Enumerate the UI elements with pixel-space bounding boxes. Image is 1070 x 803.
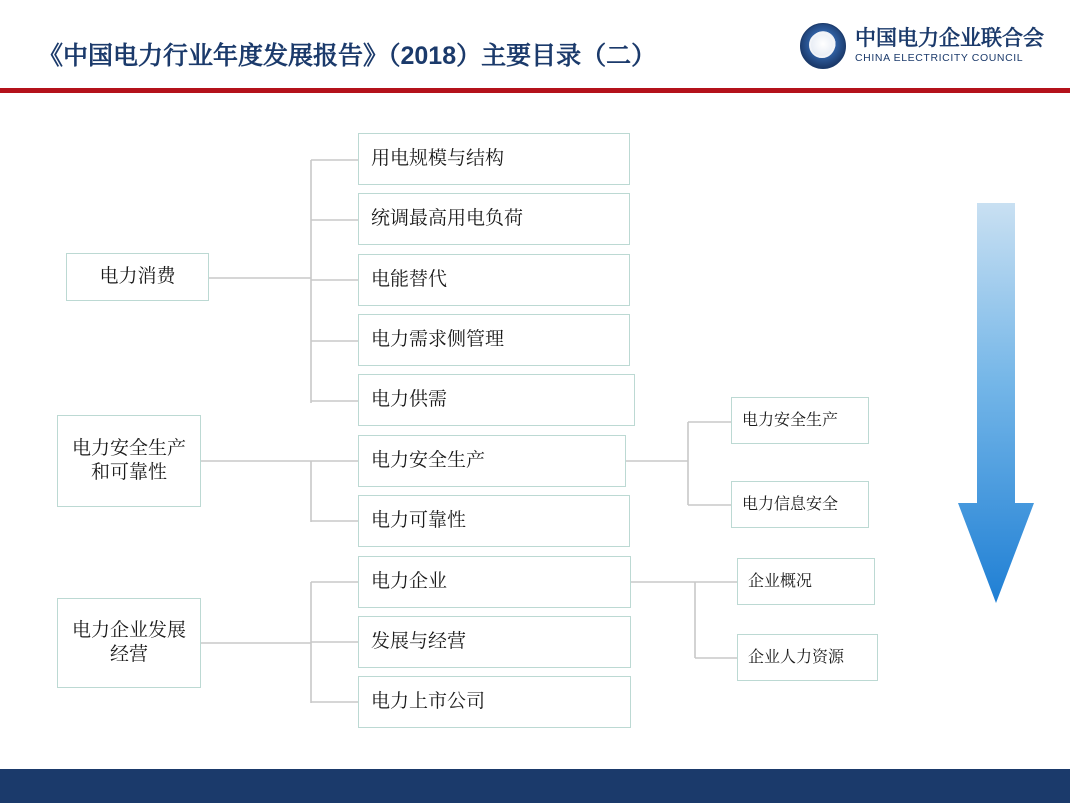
node-label: 电能替代 bbox=[371, 269, 448, 291]
node-level3-human-resources[interactable] bbox=[737, 634, 878, 681]
node-label: 电力可靠性 bbox=[371, 510, 467, 532]
node-level2-power-enterprises[interactable] bbox=[358, 556, 631, 608]
node-label: 电力安全生产 bbox=[742, 411, 839, 429]
down-arrow-icon bbox=[958, 203, 1034, 623]
page-title: 《中国电力行业年度发展报告》（2018）主要目录（二） bbox=[38, 42, 657, 70]
node-level3-information-security[interactable] bbox=[731, 481, 869, 528]
node-label: 电力企业发展经营 bbox=[71, 620, 186, 665]
node-level2-electric-substitution[interactable] bbox=[358, 254, 630, 306]
node-label: 电力消费 bbox=[99, 266, 176, 288]
node-label: 电力需求侧管理 bbox=[371, 329, 505, 351]
node-label: 电力安全生产 bbox=[371, 450, 486, 472]
footer-bar bbox=[0, 769, 1070, 803]
slide-header bbox=[0, 0, 1070, 88]
node-level3-safety-production[interactable] bbox=[731, 397, 869, 444]
node-label: 企业人力资源 bbox=[748, 648, 845, 666]
node-level2-peak-load[interactable] bbox=[358, 193, 630, 245]
node-level2-supply-demand[interactable] bbox=[358, 374, 635, 426]
node-label: 电力企业 bbox=[371, 571, 448, 593]
logo-text bbox=[855, 28, 1044, 63]
node-label: 统调最高用电负荷 bbox=[371, 208, 524, 230]
node-level2-safety-production[interactable] bbox=[358, 435, 626, 487]
organization-logo bbox=[800, 20, 1044, 72]
logo-english-name: CHINA ELECTRICITY COUNCIL bbox=[855, 51, 1024, 64]
node-label: 企业概况 bbox=[748, 572, 813, 590]
node-level2-listed-companies[interactable] bbox=[358, 676, 631, 728]
logo-chinese-name: 中国电力企业联合会 bbox=[855, 27, 1044, 51]
diagram-canvas bbox=[0, 93, 1070, 769]
node-label: 用电规模与结构 bbox=[371, 148, 505, 170]
node-level1-consumption[interactable] bbox=[66, 253, 209, 301]
node-level2-development-operation[interactable] bbox=[358, 616, 631, 668]
node-label: 电力供需 bbox=[371, 389, 448, 411]
node-label: 电力安全生产和可靠性 bbox=[71, 438, 186, 483]
node-level2-reliability[interactable] bbox=[358, 495, 630, 547]
cec-emblem-icon bbox=[800, 23, 846, 69]
node-level1-enterprise[interactable] bbox=[57, 598, 201, 688]
node-label: 发展与经营 bbox=[371, 631, 467, 653]
node-level1-safety[interactable] bbox=[57, 415, 201, 507]
node-label: 电力信息安全 bbox=[742, 495, 839, 513]
node-level2-usage-scale[interactable] bbox=[358, 133, 630, 185]
node-label: 电力上市公司 bbox=[371, 691, 486, 713]
node-level3-enterprise-overview[interactable] bbox=[737, 558, 875, 605]
node-level2-demand-side-management[interactable] bbox=[358, 314, 630, 366]
